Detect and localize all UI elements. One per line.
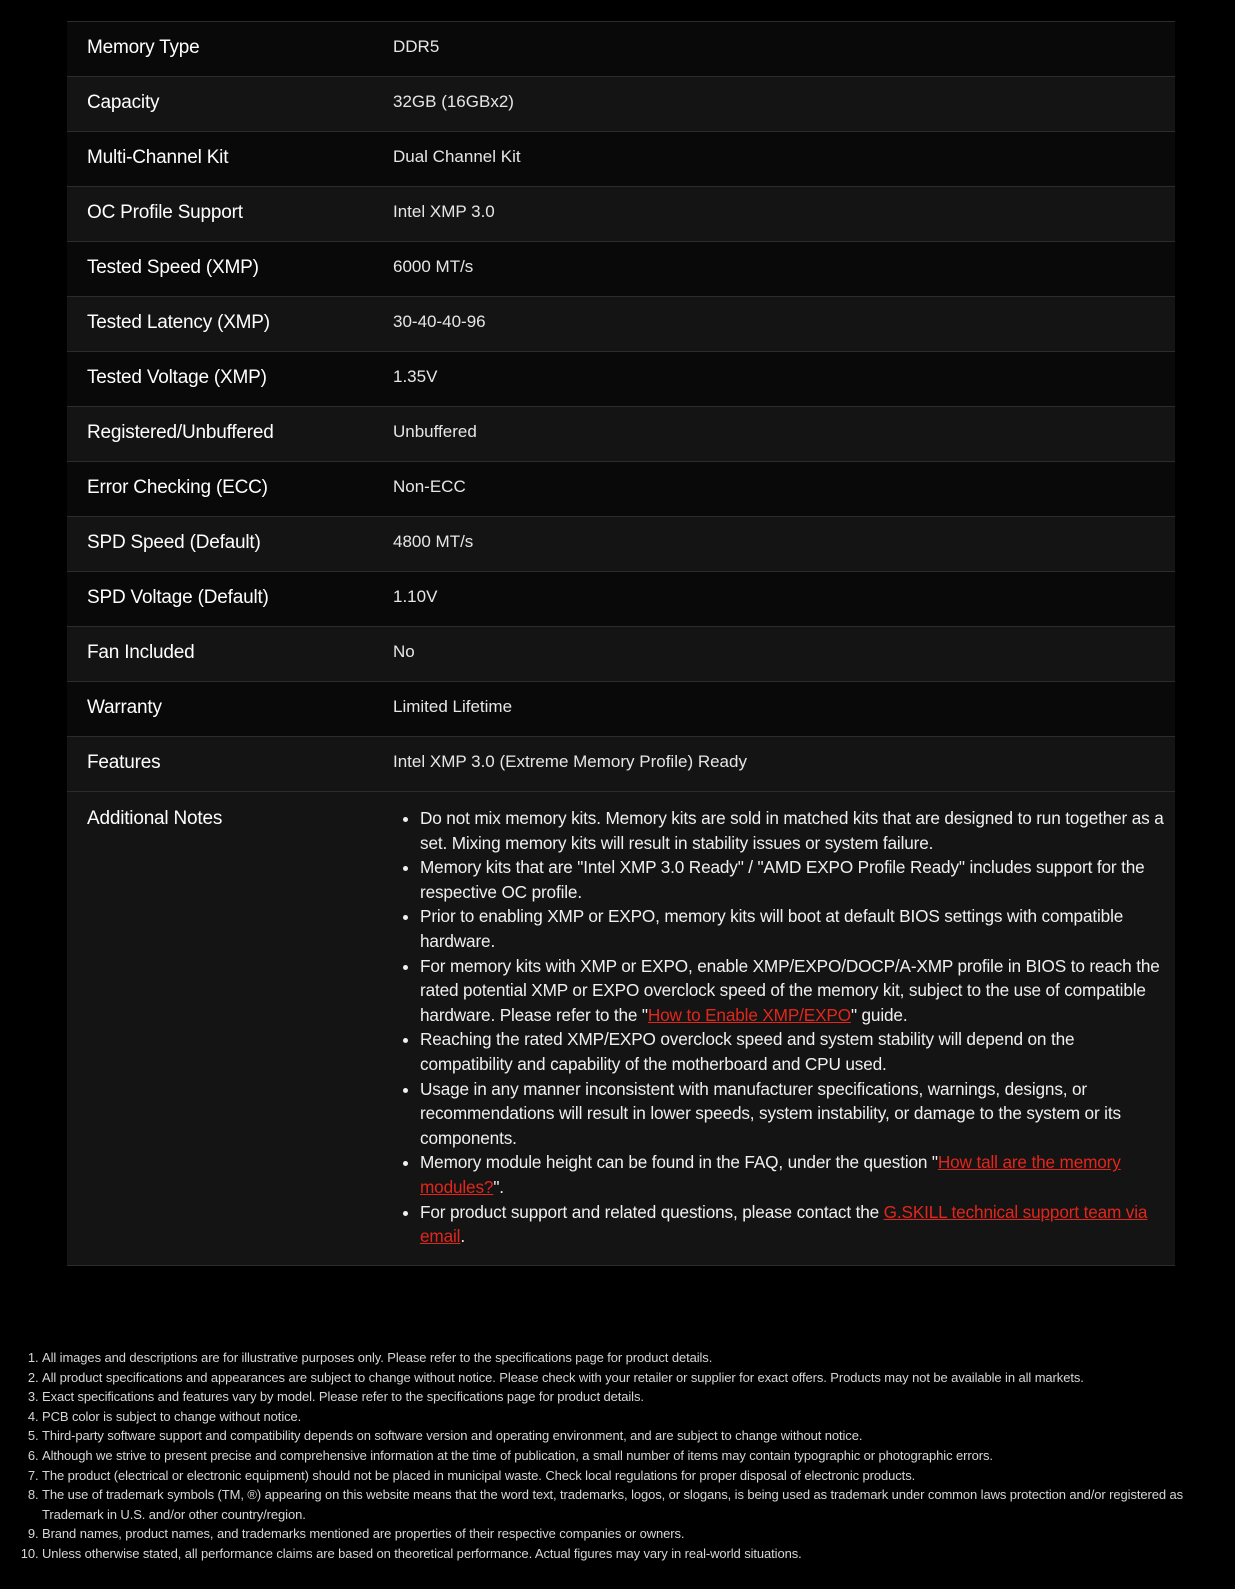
spec-row-spd-speed (67, 517, 1175, 572)
spec-value: 30-40-40-96 (393, 297, 1175, 352)
tech-support-email-link[interactable]: G.SKILL technical support team via email (420, 1201, 1148, 1247)
note-text: Memory module height can be found in the FAQ, under the question " (420, 1152, 938, 1173)
footnote-item: 9. Brand names, product names, and trademarks mentioned are properties of their respective companies or owners. (42, 1524, 1235, 1544)
spec-value: DDR5 (393, 22, 1175, 77)
note-item (420, 1150, 1165, 1199)
spec-value: 1.10V (393, 572, 1175, 627)
spec-value: Limited Lifetime (393, 682, 1175, 737)
note-item: • Usage in any manner inconsistent with manufacturer specifications, warnings, designs, or recommendations will result in lower speeds, system instability, or damage to the system or its components. (420, 1077, 1165, 1151)
spec-row-capacity (67, 77, 1175, 132)
spec-value: No (393, 627, 1175, 682)
spec-label: Features (67, 737, 393, 792)
note-text: " guide. (850, 1004, 908, 1025)
footnote-item: 7. The product (electrical or electronic equipment) should not be placed in municipal waste. Check local regulations for proper disposal of electronic products. (42, 1466, 1235, 1486)
footnote-item: 1. All images and descriptions are for illustrative purposes only. Please refer to the specifications page for product details. (42, 1348, 1235, 1368)
xmp-expo-guide-link[interactable]: How to Enable XMP/EXPO (647, 1004, 851, 1025)
spec-label: Warranty (67, 682, 393, 737)
spec-row-registered-unbuffered (67, 407, 1175, 462)
spec-label: Error Checking (ECC) (67, 462, 393, 517)
note-item: • Do not mix memory kits. Memory kits are sold in matched kits that are designed to run together as a set. Mixing memory kits will result in stability issues or system failure. (420, 806, 1165, 855)
spec-value: Unbuffered (393, 407, 1175, 462)
note-item: • Memory kits that are "Intel XMP 3.0 Ready" / "AMD EXPO Profile Ready" includes support for the respective OC profile. (420, 855, 1165, 904)
spec-row-error-checking (67, 462, 1175, 517)
specifications-table (67, 21, 1175, 1266)
note-text: For product support and related questions, please contact the (420, 1201, 884, 1222)
spec-row-warranty (67, 682, 1175, 737)
spec-row-spd-voltage (67, 572, 1175, 627)
note-text: . (460, 1226, 465, 1247)
spec-row-features (67, 737, 1175, 792)
note-item: • Reaching the rated XMP/EXPO overclock speed and system stability will depend on the compatibility and capability of the motherboard and CPU used. (420, 1027, 1165, 1076)
spec-label: SPD Voltage (Default) (67, 572, 393, 627)
spec-label: Registered/Unbuffered (67, 407, 393, 462)
footnote-item: 2. All product specifications and appearances are subject to change without notice. Please check with your retailer or supplier for exact offers. Products may not be available in all markets. (42, 1368, 1235, 1388)
spec-row-memory-type (67, 22, 1175, 77)
note-text: ". (493, 1176, 504, 1197)
notes-label: Additional Notes (67, 792, 393, 1266)
note-item (420, 1200, 1165, 1249)
spec-row-tested-latency (67, 297, 1175, 352)
spec-row-multi-channel-kit (67, 132, 1175, 187)
spec-label: Capacity (67, 77, 393, 132)
spec-label: Tested Voltage (XMP) (67, 352, 393, 407)
spec-label: Multi-Channel Kit (67, 132, 393, 187)
footnote-item: 8. The use of trademark symbols (TM, ®) appearing on this website means that the word text, trademarks, logos, or slogans, is being used as trademark under common laws protection and/or registered as Trademark in U.S. and/or other country/region. (42, 1485, 1235, 1524)
spec-label: Tested Speed (XMP) (67, 242, 393, 297)
spec-label: OC Profile Support (67, 187, 393, 242)
spec-value: 1.35V (393, 352, 1175, 407)
footnote-item: 6. Although we strive to present precise and comprehensive information at the time of publication, a small number of items may contain typographic or photographic errors. (42, 1446, 1235, 1466)
spec-value: Intel XMP 3.0 (Extreme Memory Profile) Ready (393, 737, 1175, 792)
disclaimer-footnotes (18, 1348, 1235, 1564)
footnote-item: 3. Exact specifications and features vary by model. Please refer to the specifications page for product details. (42, 1387, 1235, 1407)
memory-height-faq-link[interactable]: How tall are the memory modules? (420, 1152, 1121, 1197)
spec-value: 6000 MT/s (393, 242, 1175, 297)
spec-value: Intel XMP 3.0 (393, 187, 1175, 242)
note-item: • Prior to enabling XMP or EXPO, memory kits will boot at default BIOS settings with compatible hardware. (420, 904, 1165, 953)
spec-row-tested-voltage (67, 352, 1175, 407)
note-item (420, 954, 1165, 1028)
footnote-item: 4. PCB color is subject to change without notice. (42, 1407, 1235, 1427)
spec-value: Non-ECC (393, 462, 1175, 517)
spec-label: Memory Type (67, 22, 393, 77)
footnote-item: 5. Third-party software support and compatibility depends on software version and operating environment, and are subject to change without notice. (42, 1426, 1235, 1446)
spec-row-additional-notes (67, 792, 1175, 1266)
notes-list (393, 806, 1165, 1249)
spec-row-fan-included (67, 627, 1175, 682)
spec-label: Tested Latency (XMP) (67, 297, 393, 352)
footnote-item: 10. Unless otherwise stated, all performance claims are based on theoretical performance. Actual figures may vary in real-world situations. (42, 1544, 1235, 1564)
spec-label: Fan Included (67, 627, 393, 682)
note-text: For memory kits with XMP or EXPO, enable XMP/EXPO/DOCP/A-XMP profile in BIOS to reach the rated potential XMP or EXPO overclock speed of the memory kit, subject to the use of compatible hardware. Please refer to the " (420, 955, 1160, 1025)
notes-cell (393, 792, 1175, 1266)
spec-row-oc-profile-support (67, 187, 1175, 242)
spec-value: Dual Channel Kit (393, 132, 1175, 187)
spec-label: SPD Speed (Default) (67, 517, 393, 572)
spec-row-tested-speed (67, 242, 1175, 297)
spec-value: 32GB (16GBx2) (393, 77, 1175, 132)
spec-value: 4800 MT/s (393, 517, 1175, 572)
